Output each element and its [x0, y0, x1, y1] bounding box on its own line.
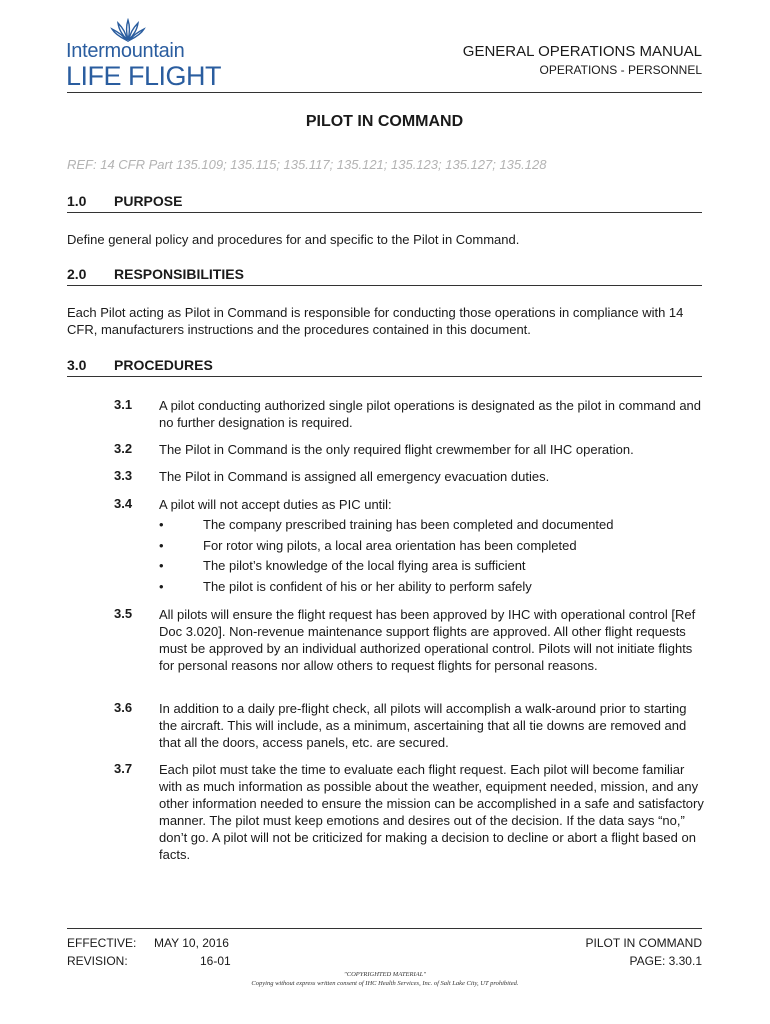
copyright-disclaimer: Copying without express written consent of IHC Health Services, Inc. of Salt Lake City, UT prohibited.: [251, 980, 519, 987]
procedure-text: In addition to a daily pre-flight check, all pilots will accomplish a walk-around prior to starting the aircraft. This will include, as a minimum, ascertaining that all tie downs are removed and that all the doors, access panels, etc. are secured.: [159, 701, 687, 750]
responsibilities-text: Each Pilot acting as Pilot in Command is responsible for conducting those operations in compliance with 14 CFR, manufacturers instructions and the procedures contained in this document.: [67, 305, 684, 337]
page-number: PAGE: 3.30.1: [629, 954, 702, 968]
bullet-list: [159, 515, 704, 597]
company-logo: [66, 18, 222, 91]
section-number: 1.0: [67, 193, 87, 209]
manual-subtitle: OPERATIONS - PERSONNEL: [539, 63, 702, 77]
list-item: • For rotor wing pilots, a local area orientation has been completed: [159, 536, 704, 557]
procedure-item: [159, 496, 704, 597]
list-item: • The pilot is confident of his or her ability to perform safely: [159, 577, 704, 598]
logo-line2: LIFE FLIGHT: [66, 61, 222, 91]
procedure-text: The Pilot in Command is the only required flight crewmember for all IHC operation.: [159, 442, 634, 457]
copyright-notice: "COPYRIGHTED MATERIAL": [344, 971, 426, 978]
procedure-number: 3.3: [114, 468, 133, 483]
procedure-number: 3.4: [114, 496, 133, 511]
procedure-text: The Pilot in Command is assigned all emergency evacuation duties.: [159, 469, 550, 484]
section-heading-responsibilities: RESPONSIBILITIES: [114, 266, 244, 282]
procedure-number: 3.2: [114, 441, 133, 456]
regulation-reference: REF: 14 CFR Part 135.109; 135.115; 135.117; 135.121; 135.123; 135.127; 135.128: [67, 157, 547, 172]
list-item: • The company prescribed training has been completed and documented: [159, 515, 704, 536]
section-number: 2.0: [67, 266, 87, 282]
header-rule: [67, 92, 702, 93]
effective-label: EFFECTIVE:: [67, 936, 137, 950]
procedure-text: A pilot will not accept duties as PIC until:: [159, 497, 392, 512]
section-heading-purpose: PURPOSE: [114, 193, 183, 209]
footer-rule: [67, 928, 702, 929]
section-rule: [67, 285, 702, 286]
procedure-text: A pilot conducting authorized single pilot operations is designated as the pilot in command and no further designation is required.: [159, 398, 702, 430]
footer-title: PILOT IN COMMAND: [585, 936, 702, 950]
procedure-text: Each pilot must take the time to evaluate each flight request. Each pilot will become familiar with as much information as possible about the weather, equipment needed, mission, and any other information needed to ensure the mission can be accomplished in a safe and satisfactory manner. The pilot must keep emotions and desires out of the decision. If the data says “no,” don’t go. A pilot will not be criticized for making a decision to decline or abort a flight based on facts.: [159, 762, 704, 862]
flower-icon: [110, 18, 146, 42]
list-item: • The pilot’s knowledge of the local flying area is sufficient: [159, 556, 704, 577]
procedure-number: 3.5: [114, 606, 133, 621]
revision-label: REVISION:: [67, 954, 128, 968]
manual-title: GENERAL OPERATIONS MANUAL: [462, 43, 702, 60]
revision-number: 16-01: [200, 954, 231, 968]
document-title: PILOT IN COMMAND: [305, 113, 464, 130]
procedure-text: All pilots will ensure the flight request has been approved by IHC with operational control [Ref Doc 3.020]. Non-revenue maintenance support flights are approved. All other flight requests must be approved by an individual authorized operational control. Pilots will not initiate flights for personal reasons nor allow others to request flights for personal reasons.: [159, 607, 696, 673]
section-rule: [67, 212, 702, 213]
procedure-number: 3.6: [114, 700, 133, 715]
section-heading-procedures: PROCEDURES: [114, 357, 213, 373]
logo-line1: Intermountain: [66, 40, 185, 62]
section-number: 3.0: [67, 357, 87, 373]
procedure-number: 3.7: [114, 761, 133, 776]
section-rule: [67, 376, 702, 377]
purpose-text: Define general policy and procedures for and specific to the Pilot in Command.: [67, 232, 520, 247]
effective-date: MAY 10, 2016: [154, 936, 229, 950]
procedure-number: 3.1: [114, 397, 133, 412]
